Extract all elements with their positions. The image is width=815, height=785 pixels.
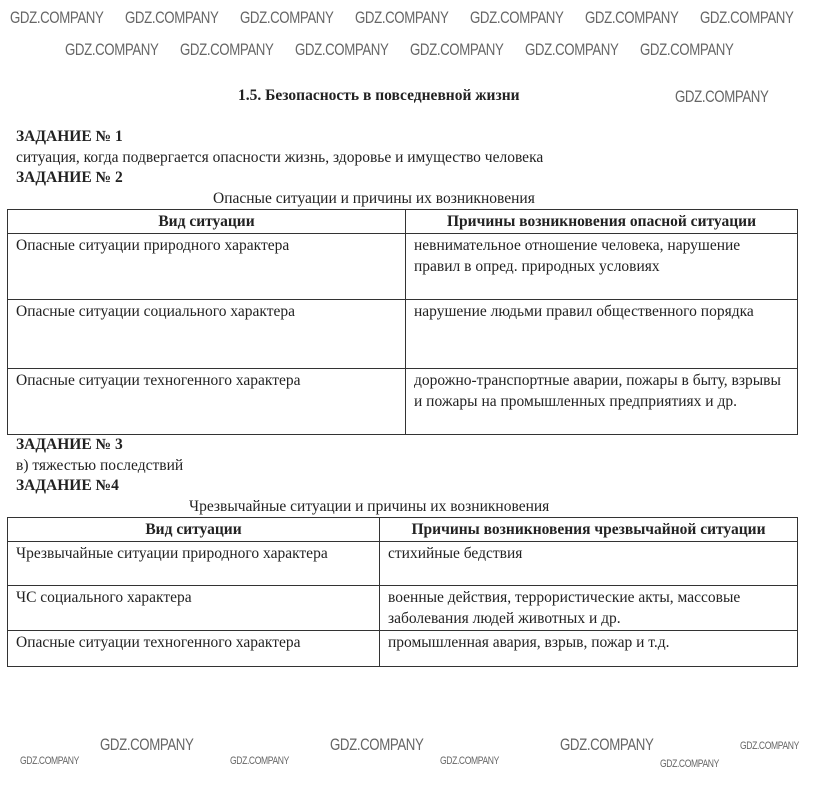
- task4-caption: Чрезвычайные ситуации и причины их возникновения: [189, 497, 550, 515]
- watermark: GDZ.COMPANY: [525, 40, 619, 59]
- table-row: [8, 586, 798, 631]
- watermark: GDZ.COMPANY: [295, 40, 389, 59]
- task1-answer: ситуация, когда подвергается опасности жизнь, здоровье и имущество человека: [16, 148, 544, 166]
- cell-cause: нарушение людьми правил общественного порядка: [406, 300, 798, 369]
- table-row: [8, 300, 798, 369]
- cell-type: Опасные ситуации техногенного характера: [8, 631, 380, 667]
- watermark: GDZ.COMPANY: [410, 40, 504, 59]
- table-row: [8, 631, 798, 667]
- watermark: GDZ.COMPANY: [675, 87, 769, 106]
- cell-cause: военные действия, террористические акты, массовые заболевания людей животных и др.: [380, 586, 798, 631]
- cell-cause: дорожно-транспортные аварии, пожары в быту, взрывы и пожары на промышленных предприятиях и др.: [406, 369, 798, 435]
- watermark: GDZ.COMPANY: [560, 735, 654, 754]
- task2-table: [7, 209, 798, 435]
- task4-heading: ЗАДАНИЕ №4: [16, 477, 119, 494]
- watermark: GDZ.COMPANY: [700, 8, 794, 27]
- column-header: Вид ситуации: [8, 518, 380, 542]
- task1-heading: ЗАДАНИЕ № 1: [16, 128, 123, 145]
- cell-type: Опасные ситуации техногенного характера: [8, 369, 406, 435]
- document: [0, 86, 815, 667]
- column-header: Вид ситуации: [8, 210, 406, 234]
- watermark: GDZ.COMPANY: [585, 8, 679, 27]
- watermark: GDZ.COMPANY: [640, 40, 734, 59]
- watermark: GDZ.COMPANY: [10, 8, 104, 27]
- task2-caption: Опасные ситуации и причины их возникновения: [213, 189, 535, 207]
- cell-type: Опасные ситуации социального характера: [8, 300, 406, 369]
- watermark: GDZ.COMPANY: [330, 735, 424, 754]
- task4-table: [7, 517, 798, 667]
- watermark: GDZ.COMPANY: [240, 8, 334, 27]
- cell-cause: невнимательное отношение человека, нарушение правил в опред. природных условиях: [406, 234, 798, 300]
- watermark: GDZ.COMPANY: [65, 40, 159, 59]
- watermark: GDZ.COMPANY: [740, 740, 799, 752]
- task3-answer: в) тяжестью последствий: [16, 456, 184, 474]
- page-title: 1.5. Безопасность в повседневной жизни: [238, 87, 520, 104]
- watermark: GDZ.COMPANY: [470, 8, 564, 27]
- table-header-row: [8, 210, 798, 234]
- column-header: Причины возникновения чрезвычайной ситуации: [380, 518, 798, 542]
- task2-heading: ЗАДАНИЕ № 2: [16, 169, 123, 186]
- table-row: [8, 234, 798, 300]
- cell-type: Чрезвычайные ситуации природного характера: [8, 542, 380, 586]
- watermark: GDZ.COMPANY: [660, 758, 719, 770]
- column-header: Причины возникновения опасной ситуации: [406, 210, 798, 234]
- watermark: GDZ.COMPANY: [440, 755, 499, 767]
- table-header-row: [8, 518, 798, 542]
- cell-type: Опасные ситуации природного характера: [8, 234, 406, 300]
- cell-cause: стихийные бедствия: [380, 542, 798, 586]
- table-row: [8, 542, 798, 586]
- task3-heading: ЗАДАНИЕ № 3: [16, 436, 123, 453]
- cell-type: ЧС социального характера: [8, 586, 380, 631]
- watermark: GDZ.COMPANY: [230, 755, 289, 767]
- watermark: GDZ.COMPANY: [20, 755, 79, 767]
- watermark: GDZ.COMPANY: [100, 735, 194, 754]
- watermark: GDZ.COMPANY: [355, 8, 449, 27]
- cell-cause: промышленная авария, взрыв, пожар и т.д.: [380, 631, 798, 667]
- watermark: GDZ.COMPANY: [180, 40, 274, 59]
- table-row: [8, 369, 798, 435]
- watermark: GDZ.COMPANY: [125, 8, 219, 27]
